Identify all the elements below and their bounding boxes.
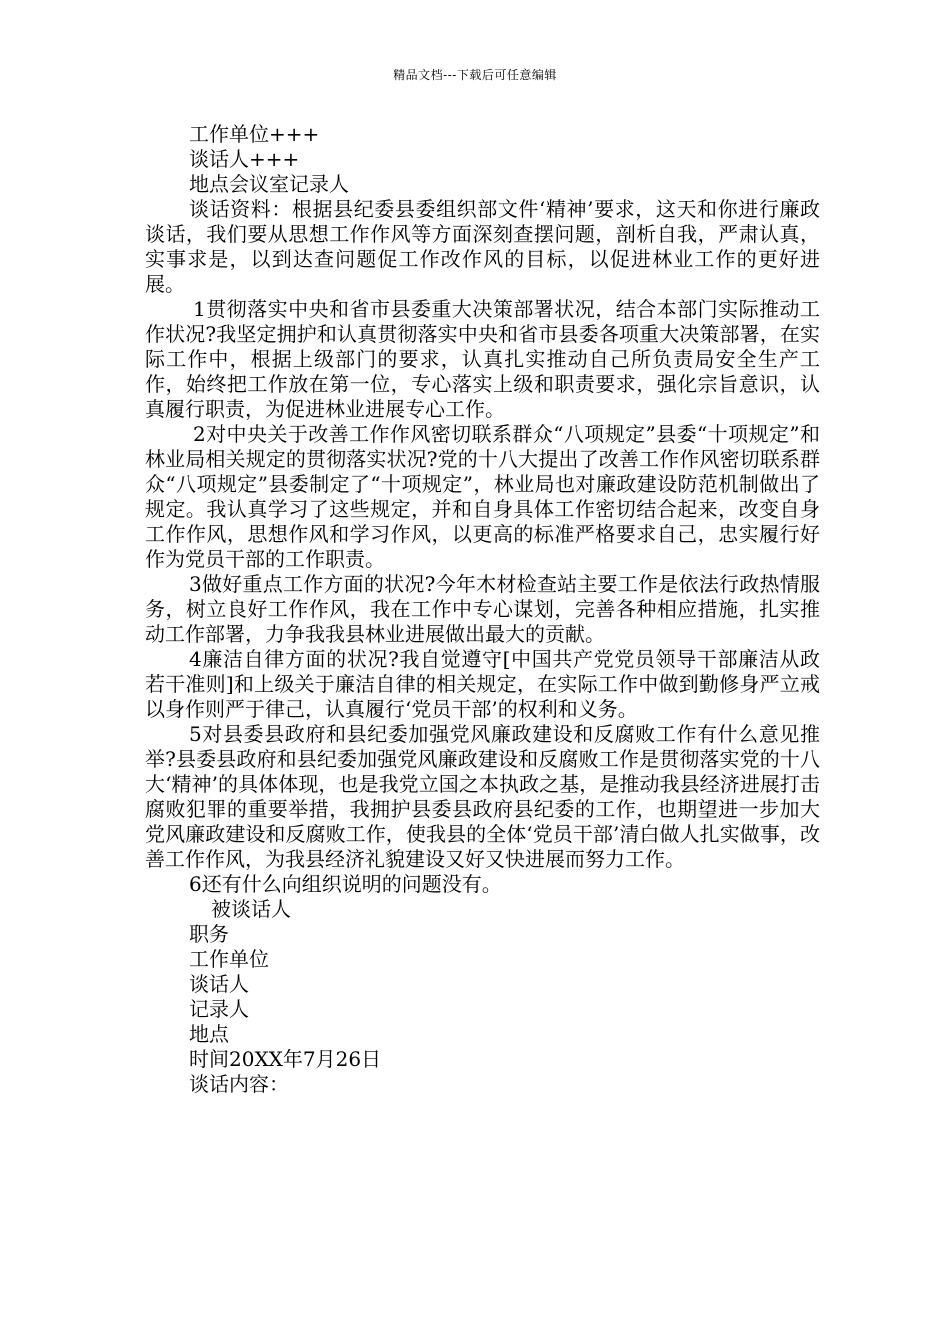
time-line: 时间20XX年7月26日 xyxy=(189,1047,382,1071)
materials-paragraph: 谈话资料：根据县纪委县委组织部文件‘精神’要求，这天和你进行廉政谈话，我们要从思想工作作风等方面深刻查摆问题，剖析自我，严肃认真，实事求是，以到达查问题促工作改作风的目标，以促进林业工作的更好进展。 xyxy=(145,197,820,296)
item-1-paragraph: 1贯彻落实中央和省市县委重大决策部署状况，结合本部门实际推动工作状况?我坚定拥护和认真贯彻落实中央和省市县委各项重大决策部署，在实际工作中，根据上级部门的要求，认真扎实推动自己所负责局安全生产工作，始终把工作放在第一位，专心落实上级和职责要求，强化宗旨意识，认真履行职责，为促进林业进展专心工作。 xyxy=(145,297,820,421)
interviewer-line: 谈话人+++ xyxy=(189,147,300,171)
interviewee-line: 被谈话人 xyxy=(211,897,291,921)
item-5-paragraph: 5对县委县政府和县纪委加强党风廉政建设和反腐败工作有什么意见推举?县委县政府和县纪委加强党风廉政建设和反腐败工作是贯彻落实党的十八大‘精神’的具体体现，也是我党立国之本执政之基，是推动我县经济进展打击腐败犯罪的重要举措，我拥护县委县政府县纪委的工作，也期望进一步加大党风廉政建设和反腐败工作，使我县的全体‘党员干部’清白做人扎实做事，改善工作作风，为我县经济礼貌建设又好又快进展而努力工作。 xyxy=(145,722,820,871)
item-2-paragraph: 2对中央关于改善工作作风密切联系群众“八项规定”县委“十项规定”和林业局相关规定的贯彻落实状况?党的十八大提出了改善工作作风密切联系群众“八项规定”县委制定了“十项规定”，林业局也对廉政建设防范机制做出了规定。我认真学习了这些规定，并和自身具体工作密切结合起来，改变自身工作作风，思想作风和学习作风，以更高的标准严格要求自己，忠实履行好作为党员干部的工作职责。 xyxy=(145,422,820,571)
content-label-line: 谈话内容： xyxy=(189,1072,289,1096)
position-line: 职务 xyxy=(189,922,229,946)
work-unit-line: 工作单位+++ xyxy=(189,122,320,146)
item-4-paragraph: 4廉洁自律方面的状况?我自觉遵守[中国共产党党员领导干部廉洁从政若干准则]和上级关于廉洁自律的相关规定，在实际工作中做到勤修身严立戒以身作则严于律己，认真履行‘党员干部’的权利和义务。 xyxy=(145,647,820,721)
location-recorder-line: 地点会议室记录人 xyxy=(189,172,349,196)
form-location-line: 地点 xyxy=(189,1022,229,1046)
document-body xyxy=(145,122,820,1097)
recorder-line: 记录人 xyxy=(189,997,249,1021)
form-interviewer-line: 谈话人 xyxy=(189,972,249,996)
form-work-unit-line: 工作单位 xyxy=(189,947,269,971)
page-header: 精品文档---下载后可任意编辑 xyxy=(393,68,557,82)
item-3-paragraph: 3做好重点工作方面的状况?今年木材检查站主要工作是依法行政热情服务，树立良好工作作风，我在工作中专心谋划，完善各种相应措施，扎实推动工作部署，力争我我县林业进展做出最大的贡献。 xyxy=(145,572,820,646)
item-6-paragraph: 6还有什么向组织说明的问题没有。 xyxy=(189,872,502,896)
